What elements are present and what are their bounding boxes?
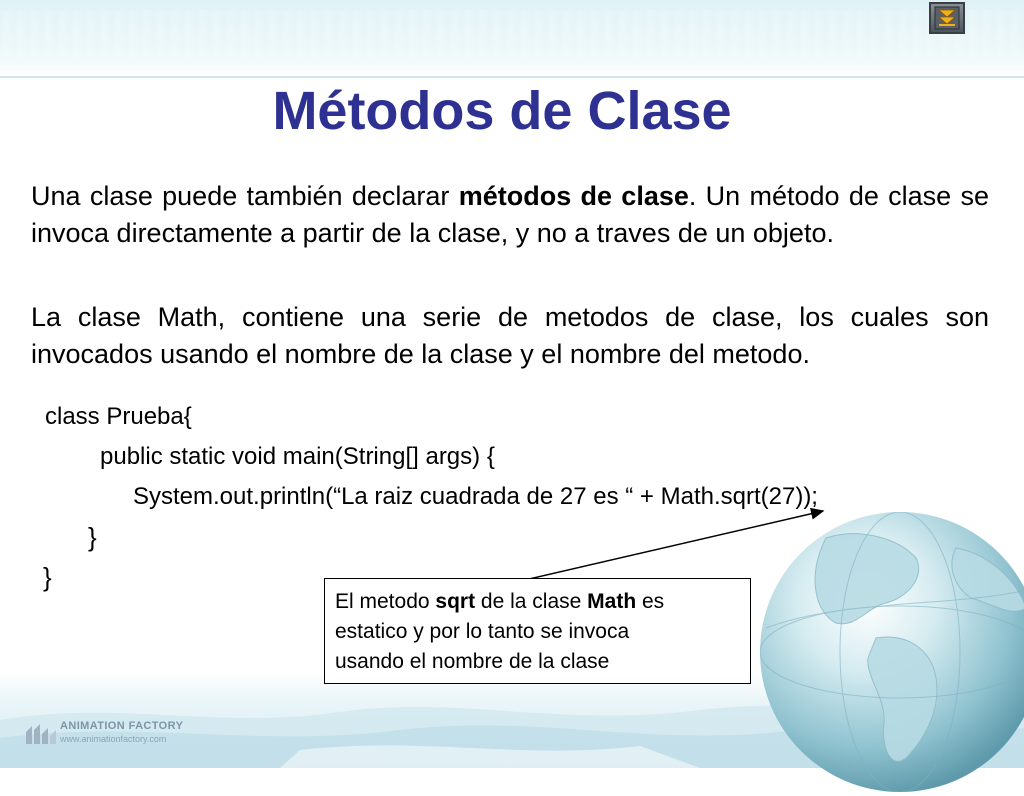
paragraph1-text-start: Una clase puede también declarar bbox=[31, 181, 459, 211]
code-line-close-method: } bbox=[88, 522, 97, 552]
animation-factory-mark-icon bbox=[24, 720, 58, 746]
paragraph1-text-end: . Un método de clase se invoca directamente a partir de la clase, y no a traves de un objeto. bbox=[31, 181, 989, 248]
animation-factory-logo bbox=[24, 716, 214, 752]
top-band-texture bbox=[0, 10, 1024, 60]
callout-line-1 bbox=[335, 587, 740, 617]
callout-text-3: es bbox=[636, 590, 665, 613]
callout-bold-math: Math bbox=[587, 590, 637, 613]
code-line-close-class: } bbox=[43, 562, 52, 592]
callout-line-2: estatico y por lo tanto se invoca bbox=[335, 620, 630, 643]
navigation-button[interactable] bbox=[929, 2, 965, 34]
paragraph1-bold-term: métodos de clase bbox=[458, 181, 689, 211]
paragraph-class-methods bbox=[31, 178, 989, 252]
code-line-main-method: public static void main(String[] args) { bbox=[100, 443, 495, 470]
callout-bold-sqrt: sqrt bbox=[435, 590, 476, 613]
paragraph-math-class: La clase Math, contiene una serie de metodos de clase, los cuales son invocados usando el nombre de la clase y el nombre del metodo. bbox=[31, 302, 989, 369]
code-line-class-declaration: class Prueba{ bbox=[45, 403, 192, 430]
double-chevron-down-icon bbox=[931, 4, 963, 32]
logo-url: www.animationfactory.com bbox=[60, 734, 167, 744]
globe-icon bbox=[756, 508, 1024, 796]
callout-box bbox=[324, 578, 751, 684]
callout-text-1: El metodo bbox=[335, 590, 436, 613]
callout-text-2: de la clase bbox=[475, 590, 588, 613]
slide-title: Métodos de Clase bbox=[272, 81, 732, 141]
callout-line-3: usando el nombre de la clase bbox=[335, 650, 610, 673]
code-line-println: System.out.println(“La raiz cuadrada de 27 es “ + Math.sqrt(27)); bbox=[133, 483, 818, 510]
logo-title: ANIMATION FACTORY bbox=[60, 720, 184, 732]
